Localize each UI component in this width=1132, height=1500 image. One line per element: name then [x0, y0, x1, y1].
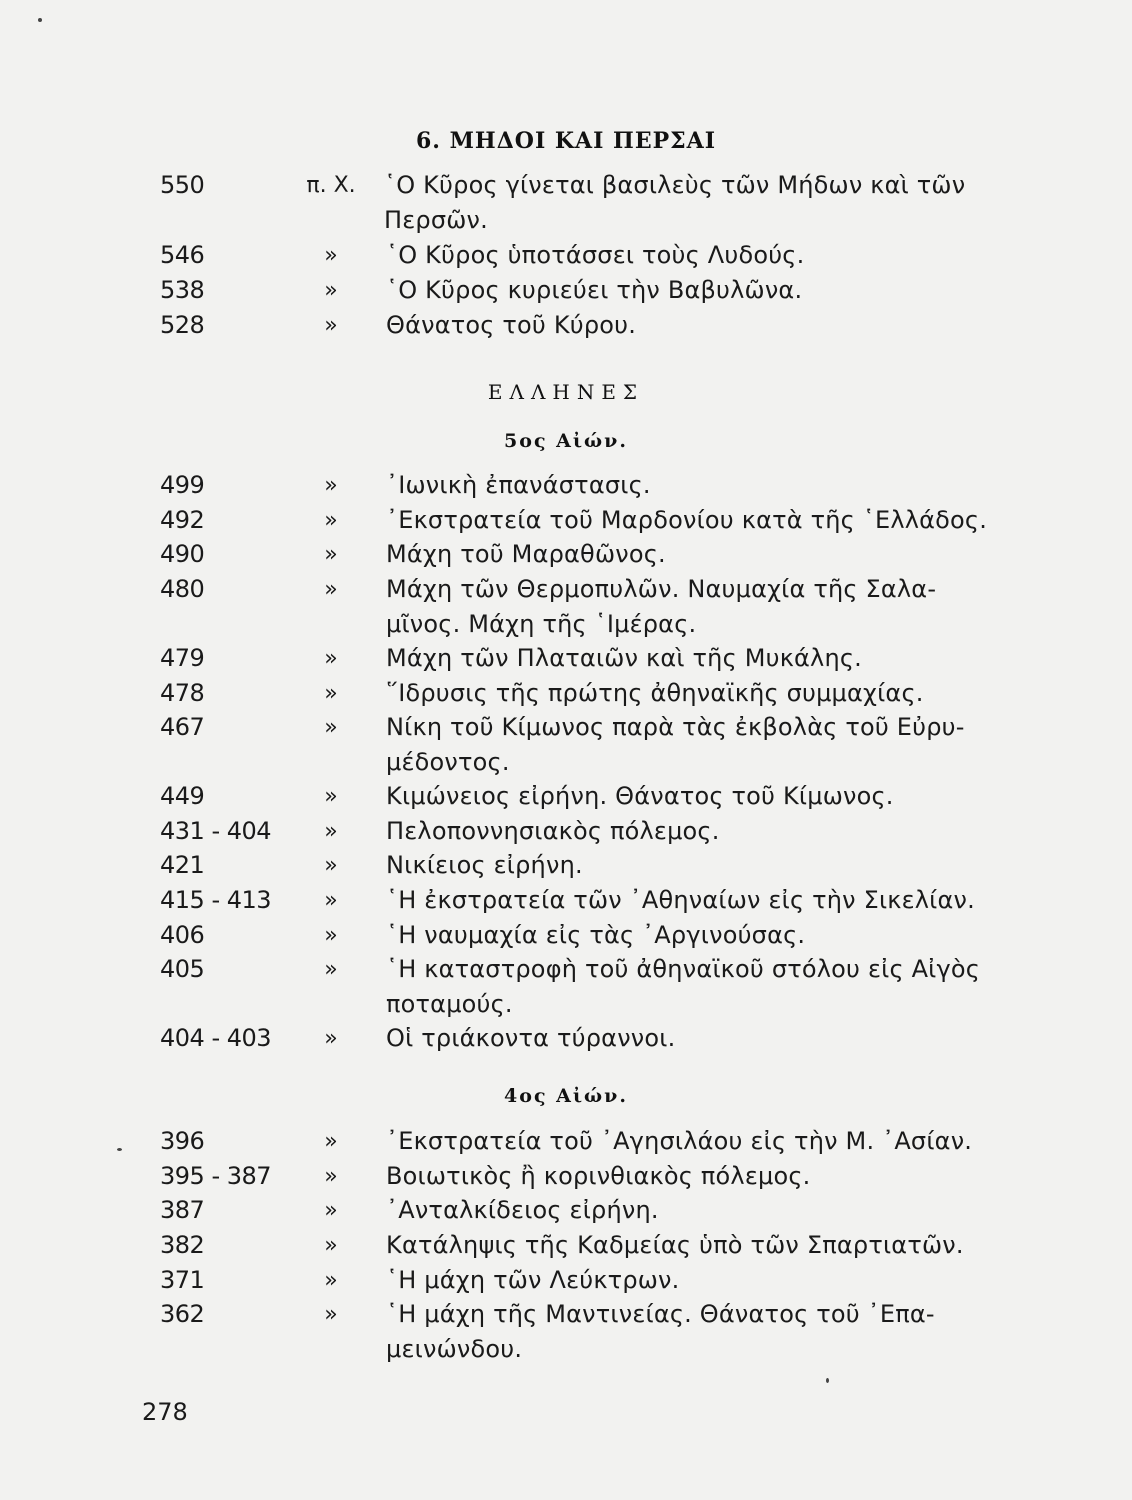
entry-year: 478: [160, 679, 205, 707]
ditto-marker: »: [324, 278, 338, 303]
ditto-marker: »: [324, 646, 338, 671]
entry-line: Μάχη τῶν Πλαταιῶν καὶ τῆς Μυκάλης.: [386, 644, 862, 672]
ditto-marker: »: [324, 313, 338, 338]
timeline-row: [0, 308, 1132, 343]
timeline-row: [0, 779, 1132, 814]
entry-text: [386, 273, 1026, 308]
timeline-row: [0, 1263, 1132, 1298]
entry-text: [386, 1021, 1026, 1056]
entry-text: [386, 1159, 1026, 1194]
entry-year: 415 - 413: [160, 886, 272, 914]
entry-text: [386, 676, 1026, 711]
ditto-marker: »: [324, 1233, 338, 1258]
page-number: 278: [142, 1398, 188, 1426]
timeline-row: [0, 641, 1132, 676]
timeline-row: [0, 710, 1132, 779]
entry-line: ῾Ο Κῦρος κυριεύει τὴν Βαβυλῶνα.: [386, 276, 803, 304]
timeline-row: [0, 848, 1132, 883]
ditto-marker: »: [324, 542, 338, 567]
entry-year: 421: [160, 851, 205, 879]
entry-line: Κιμώνειος εἰρήνη. Θάνατος τοῦ Κίμωνος.: [386, 782, 894, 810]
entry-year: 362: [160, 1300, 205, 1328]
entry-text: [386, 537, 1026, 572]
timeline-row: [0, 537, 1132, 572]
century-heading: 5ος Αἰών.: [504, 430, 628, 452]
entry-line: ῾Η μάχη τῶν Λεύκτρων.: [386, 1266, 680, 1294]
timeline-row: [0, 814, 1132, 849]
ditto-marker: »: [324, 681, 338, 706]
entry-text: [386, 883, 1026, 918]
entry-text: [386, 641, 1026, 676]
ditto-marker: »: [324, 1268, 338, 1293]
entry-year: 499: [160, 471, 205, 499]
entry-text: [386, 918, 1026, 953]
entry-text: [386, 1228, 1026, 1263]
entry-line: ῾Ο Κῦρος γίνεται βασιλεὺς τῶν Μήδων καὶ τῶν: [384, 171, 966, 199]
timeline-row: [0, 468, 1132, 503]
entry-line: Μάχη τῶν Θερμοπυλῶν. Ναυμαχία τῆς Σαλα-: [386, 575, 937, 603]
entry-year: 490: [160, 540, 205, 568]
timeline-row: [0, 238, 1132, 273]
entry-year: 449: [160, 782, 205, 810]
entry-line: ᾿Ανταλκίδειος εἰρήνη.: [386, 1196, 659, 1224]
entry-line: Κατάληψις τῆς Καδμείας ὑπὸ τῶν Σπαρτιατῶν.: [386, 1231, 964, 1259]
ditto-marker: »: [324, 1026, 338, 1051]
chapter-heading: 6. ΜΗΔΟΙ ΚΑΙ ΠΕΡΣΑΙ: [415, 128, 717, 154]
entry-line: ῾Η μάχη τῆς Μαντινείας. Θάνατος τοῦ ᾿Επα-: [386, 1300, 935, 1328]
ditto-marker: »: [324, 1198, 338, 1223]
entry-line: ῾Η ναυμαχία εἰς τὰς ᾿Αργινούσας.: [386, 921, 806, 949]
entry-year: 550: [160, 171, 205, 199]
entry-line: Θάνατος τοῦ Κύρου.: [386, 311, 637, 339]
entry-year: 538: [160, 276, 205, 304]
ditto-marker: »: [324, 957, 338, 982]
entry-year: 371: [160, 1266, 205, 1294]
entry-line: Οἱ τριάκοντα τύραννοι.: [386, 1024, 676, 1052]
entry-text: [386, 952, 1026, 1021]
entry-line: Νικίειος εἰρήνη.: [386, 851, 583, 879]
century-heading: 4ος Αἰών.: [504, 1085, 628, 1107]
section-heading: ΕΛΛΗΝΕΣ: [487, 380, 645, 404]
entry-text: [386, 1193, 1026, 1228]
print-speck: [38, 18, 42, 22]
entry-line: ῞Ιδρυσις τῆς πρώτης ἀθηναϊκῆς συμμαχίας.: [386, 679, 924, 707]
timeline-row: [0, 168, 1132, 237]
entry-text: [384, 168, 1024, 237]
timeline-row: [0, 883, 1132, 918]
entry-year: 431 - 404: [160, 817, 272, 845]
entry-text: [386, 1297, 1026, 1366]
entry-year: 404 - 403: [160, 1024, 272, 1052]
entry-line: ᾿Ιωνικὴ ἐπανάστασις.: [386, 471, 651, 499]
entry-text: [386, 308, 1026, 343]
entry-text: [386, 468, 1026, 503]
ditto-marker: »: [324, 853, 338, 878]
entry-line: ῾Η καταστροφὴ τοῦ ἀθηναϊκοῦ στόλου εἰς Αἰγὸς: [386, 955, 981, 983]
timeline-row: [0, 572, 1132, 641]
timeline-row: [0, 503, 1132, 538]
entry-year: 546: [160, 241, 205, 269]
entry-text: [386, 710, 1026, 779]
timeline-row: [0, 952, 1132, 1021]
timeline-row: [0, 273, 1132, 308]
timeline-row: [0, 1193, 1132, 1228]
entry-line: Νίκη τοῦ Κίμωνος παρὰ τὰς ἐκβολὰς τοῦ Εὐρυ-: [386, 713, 965, 741]
entry-year: 492: [160, 506, 205, 534]
entry-line: Περσῶν.: [384, 205, 488, 234]
entry-text: [386, 1124, 1026, 1159]
ditto-marker: »: [324, 1164, 338, 1189]
ditto-marker: »: [324, 1302, 338, 1327]
entry-text: [386, 572, 1026, 641]
timeline-row: [0, 1124, 1132, 1159]
entry-year: 406: [160, 921, 205, 949]
entry-text: [386, 814, 1026, 849]
entry-line: ῾Η ἐκστρατεία τῶν ᾿Αθηναίων εἰς τὴν Σικελίαν.: [386, 886, 975, 914]
ditto-marker: »: [324, 1129, 338, 1154]
ditto-marker: »: [324, 715, 338, 740]
entry-line: Πελοποννησιακὸς πόλεμος.: [386, 817, 720, 845]
entry-line: ποταμούς.: [386, 989, 513, 1018]
print-speck: [826, 1378, 829, 1383]
ditto-marker: »: [324, 819, 338, 844]
entry-line: Βοιωτικὸς ἢ κορινθιακὸς πόλεμος.: [386, 1162, 811, 1190]
entry-text: [386, 848, 1026, 883]
entry-text: [386, 238, 1026, 273]
entry-line: μέδοντος.: [386, 747, 510, 776]
entry-year: 405: [160, 955, 205, 983]
entry-line: ῾Ο Κῦρος ὑποτάσσει τοὺς Λυδούς.: [386, 241, 805, 269]
entry-text: [386, 503, 1026, 538]
entry-year: 528: [160, 311, 205, 339]
timeline-row: [0, 918, 1132, 953]
ditto-marker: »: [324, 888, 338, 913]
entry-text: [386, 779, 1026, 814]
timeline-row: [0, 1159, 1132, 1194]
entry-year: 387: [160, 1196, 205, 1224]
print-speck: [117, 1148, 122, 1151]
entry-year: 479: [160, 644, 205, 672]
timeline-row: [0, 1021, 1132, 1056]
ditto-marker: »: [324, 243, 338, 268]
ditto-marker: »: [324, 473, 338, 498]
entry-line: Μάχη τοῦ Μαραθῶνος.: [386, 540, 666, 568]
ditto-marker: »: [324, 508, 338, 533]
entry-year: 395 - 387: [160, 1162, 272, 1190]
entry-line: ᾿Εκστρατεία τοῦ Μαρδονίου κατὰ τῆς ῾Ελλάδος.: [386, 506, 988, 534]
ditto-marker: »: [324, 784, 338, 809]
ditto-marker: »: [324, 923, 338, 948]
entry-line: μεινώνδου.: [386, 1334, 523, 1363]
entry-year: 480: [160, 575, 205, 603]
timeline-row: [0, 1228, 1132, 1263]
entry-year: 467: [160, 713, 205, 741]
timeline-row: [0, 676, 1132, 711]
entry-year: 382: [160, 1231, 205, 1259]
entry-line: ᾿Εκστρατεία τοῦ ᾿Αγησιλάου εἰς τὴν Μ. ᾿Ασίαν.: [386, 1127, 973, 1155]
era-marker: π. Χ.: [306, 173, 356, 198]
ditto-marker: »: [324, 577, 338, 602]
timeline-row: [0, 1297, 1132, 1366]
entry-line: μῖνος. Μάχη τῆς ῾Ιμέρας.: [386, 609, 697, 638]
entry-year: 396: [160, 1127, 205, 1155]
entry-text: [386, 1263, 1026, 1298]
